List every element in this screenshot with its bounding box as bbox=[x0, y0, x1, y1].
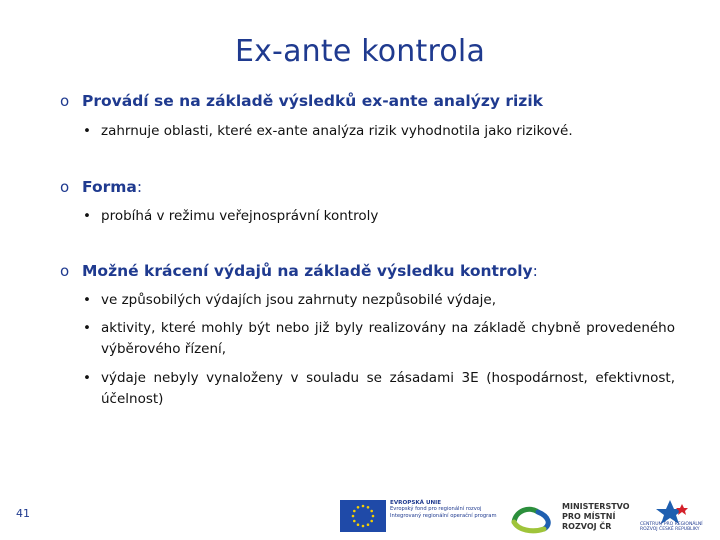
bullet-2-1 bbox=[83, 206, 675, 227]
ministry-line-2: PRO MÍSTNÍ bbox=[562, 512, 616, 521]
dot-bullet-icon: • bbox=[83, 123, 91, 139]
page-number: 41 bbox=[16, 507, 30, 520]
section-heading-3 bbox=[60, 262, 538, 280]
bullet-text: ve způsobilých výdajích jsou zahrnuty nezpůsobilé výdaje, bbox=[101, 292, 497, 308]
bullet-3-1 bbox=[83, 290, 675, 311]
dot-bullet-icon: • bbox=[83, 208, 91, 224]
heading-1-text: Provádí se na základě výsledků ex-ante analýzy rizik bbox=[82, 92, 543, 110]
eu-line-3: Integrovaný regionální operační program bbox=[390, 512, 497, 519]
ministry-line-1: MINISTERSTVO bbox=[562, 502, 630, 511]
section-heading-1 bbox=[60, 92, 543, 110]
bullet-text: aktivity, které mohly být nebo již byly realizovány na základě chybně provedeného výběrového řízení, bbox=[101, 320, 675, 357]
eu-line-1: EVROPSKÁ UNIE bbox=[390, 500, 442, 506]
bullet-3-3 bbox=[83, 368, 675, 410]
bullet-text: výdaje nebyly vynaloženy v souladu se zásadami 3E (hospodárnost, efektivnost, účelnost) bbox=[101, 370, 675, 407]
slide-title: Ex-ante kontrola bbox=[234, 34, 486, 69]
circle-bullet-icon: o bbox=[60, 262, 70, 280]
heading-2-text: Forma bbox=[82, 178, 137, 196]
eu-line-2: Evropský fond pro regionální rozvoj bbox=[390, 506, 482, 513]
circle-bullet-icon: o bbox=[60, 178, 70, 196]
bullet-text: probíhá v režimu veřejnosprávní kontroly bbox=[101, 208, 379, 224]
dot-bullet-icon: • bbox=[83, 370, 91, 386]
heading-3-tail: : bbox=[532, 262, 538, 280]
heading-3-text: Možné krácení výdajů na základě výsledku kontroly bbox=[82, 262, 533, 280]
ministry-line-3: ROZVOJ ČR bbox=[562, 522, 612, 531]
dot-bullet-icon: • bbox=[83, 292, 91, 308]
dot-bullet-icon: • bbox=[83, 320, 91, 336]
heading-2-tail: : bbox=[136, 178, 143, 196]
bullet-1-1 bbox=[83, 121, 675, 142]
ministry-logo-text bbox=[562, 502, 630, 532]
star-logo-caption: CENTRUM PRO REGIONÁLNÍ ROZVOJ ČESKÉ REPUBLIKY bbox=[640, 522, 703, 533]
recycle-logo-icon bbox=[508, 502, 560, 534]
circle-bullet-icon: o bbox=[60, 92, 70, 110]
bullet-text: zahrnuje oblasti, které ex-ante analýza rizik vyhodnotila jako rizikové. bbox=[101, 123, 573, 139]
footer-logos bbox=[340, 496, 720, 540]
section-heading-2 bbox=[60, 178, 142, 196]
bullet-3-2 bbox=[83, 318, 675, 360]
eu-flag-icon bbox=[340, 500, 386, 532]
